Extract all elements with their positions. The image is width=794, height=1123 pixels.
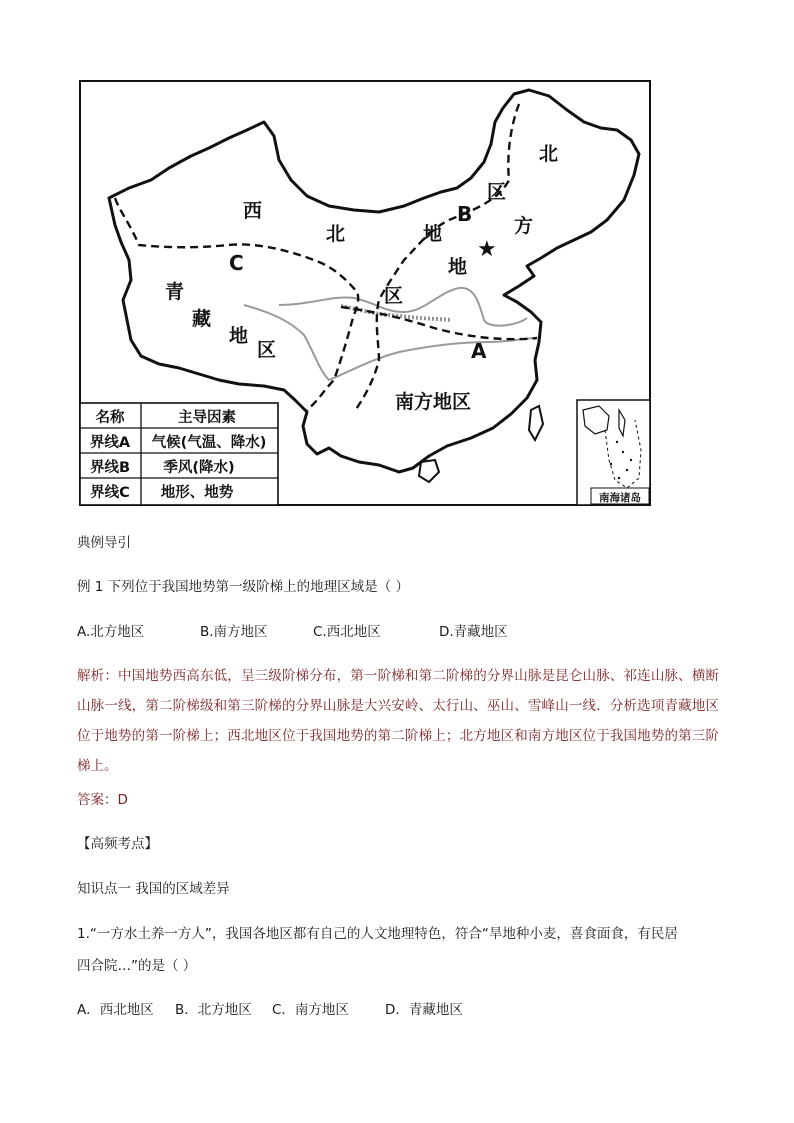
legend-header-factor: 主导因素 <box>178 410 236 426</box>
question1-option-b: B．北方地区 <box>175 1002 252 1018</box>
section-title: 典例导引 <box>77 535 131 551</box>
legend-row-c-factor: 地形、地势 <box>160 485 234 501</box>
legend-row-b-name: 界线B <box>89 460 131 476</box>
boundary-b-label: B <box>457 202 473 226</box>
northwest-label-4: 区 <box>384 285 404 307</box>
boundary-a-label: A <box>471 339 487 363</box>
north-label-4: 地 <box>448 256 468 278</box>
legend-row-b-factor: 季风(降水) <box>163 460 235 476</box>
legend-row-a-factor: 气候(气温、降水) <box>151 435 267 451</box>
capital-star-icon: ★ <box>477 237 497 262</box>
qingzang-label-2: 藏 <box>192 308 212 330</box>
north-label-3: 方 <box>514 215 534 237</box>
north-label-2: 区 <box>487 181 507 203</box>
legend-header-name: 名称 <box>95 410 125 426</box>
question1-line2: 四合院…”的是（ ） <box>77 958 197 974</box>
example-option-a: A.北方地区 <box>77 624 145 640</box>
northwest-label-1: 西 <box>243 200 263 222</box>
map-svg <box>79 80 651 506</box>
example-option-b: B.南方地区 <box>200 624 268 640</box>
north-label-1: 北 <box>539 143 559 165</box>
boundary-c-label: C <box>229 251 244 275</box>
northwest-label-2: 北 <box>326 223 346 245</box>
example-answer: 答案：D <box>77 792 128 808</box>
northwest-label-3: 地 <box>423 223 443 245</box>
south-sea-inset <box>577 400 650 505</box>
qingzang-label-4: 区 <box>257 339 277 361</box>
inset-label: 南海诸岛 <box>599 492 641 504</box>
legend-table <box>80 403 278 505</box>
question1-option-a: A．西北地区 <box>77 1002 154 1018</box>
question1-option-d: D．青藏地区 <box>385 1002 463 1018</box>
legend-row-c-name: 界线C <box>90 485 130 501</box>
question1-line1: 1.“一方水土养一方人”，我国各地区都有自己的人文地理特色，符合“旱地种小麦，喜食面食，有民居 <box>77 926 678 942</box>
example-option-c: C.西北地区 <box>313 624 381 640</box>
china-region-map <box>79 80 651 506</box>
example-option-d: D.青藏地区 <box>439 624 508 640</box>
example-analysis: 解析：中国地势西高东低，呈三级阶梯分布，第一阶梯和第二阶梯的分界山脉是昆仑山脉、祁连山脉、横断山脉一线，第二阶梯级和第三阶梯的分界山脉是大兴安岭、太行山、巫山、雪峰山一线．分析选项青藏地区位于地势的第一阶梯上；西北地区位于我国地势的第二阶梯上；北方地区和南方地区位于我国地势的第三阶梯上。 <box>77 668 719 774</box>
knowledge-point-title: 知识点一 我国的区域差异 <box>77 881 230 897</box>
high-frequency-title: 【高频考点】 <box>77 836 158 852</box>
question1-option-c: C．南方地区 <box>272 1002 349 1018</box>
legend-row-a-name: 界线A <box>89 435 131 451</box>
example-question: 例 1 下列位于我国地势第一级阶梯上的地理区域是（ ） <box>77 579 409 595</box>
qingzang-label-3: 地 <box>229 325 249 347</box>
south-region-label: 南方地区 <box>395 391 472 413</box>
qingzang-label-1: 青 <box>165 281 185 303</box>
